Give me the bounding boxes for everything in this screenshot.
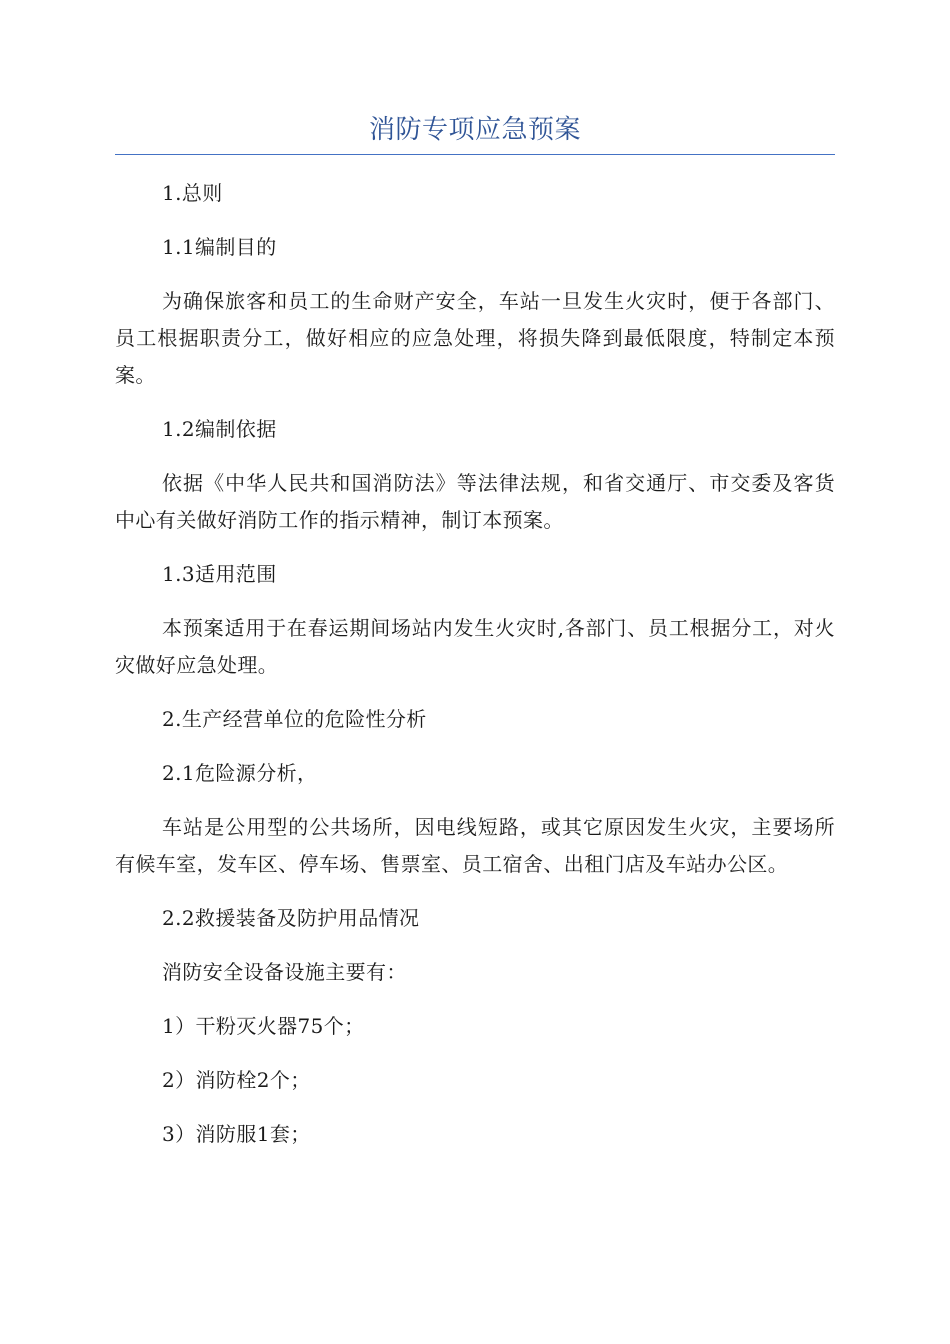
heading-scope: 1.3适用范围 (162, 562, 277, 586)
list-item: 2）消防栓2个； (162, 1068, 311, 1092)
paragraph-scope: 本预案适用于在春运期间场站内发生火灾时,各部门、员工根据分工，对火灾做好应急处理。 (115, 616, 835, 677)
heading-equipment: 2.2救援装备及防护用品情况 (162, 906, 420, 930)
heading-basis: 1.2编制依据 (162, 417, 277, 441)
paragraph-basis: 依据《中华人民共和国消防法》等法律法规，和省交通厅、市交委及客货中心有关做好消防工作的指示精神，制订本预案。 (115, 471, 835, 532)
paragraph-purpose: 为确保旅客和员工的生命财产安全，车站一旦发生火灾时，便于各部门、员工根据职责分工，做好相应的应急处理，将损失降到最低限度，特制定本预案。 (115, 289, 835, 387)
title-underline (115, 154, 835, 155)
heading-risk-analysis: 2.生产经营单位的危险性分析 (162, 707, 427, 731)
list-item: 1）干粉灭火器75个； (162, 1014, 365, 1038)
document-body (115, 175, 835, 1170)
paragraph-hazard-sources: 车站是公用型的公共场所，因电线短路，或其它原因发生火灾，主要场所有候车室，发车区、停车场、售票室、员工宿舍、出租门店及车站办公区。 (115, 815, 835, 876)
document-title: 消防专项应急预案 (368, 115, 581, 145)
paragraph-equipment-intro: 消防安全设备设施主要有： (162, 960, 407, 984)
heading-purpose: 1.1编制目的 (162, 235, 277, 259)
list-item: 3）消防服1套； (162, 1122, 311, 1146)
heading-general: 1.总则 (162, 181, 223, 205)
heading-hazard-sources: 2.1危险源分析， (162, 761, 318, 785)
